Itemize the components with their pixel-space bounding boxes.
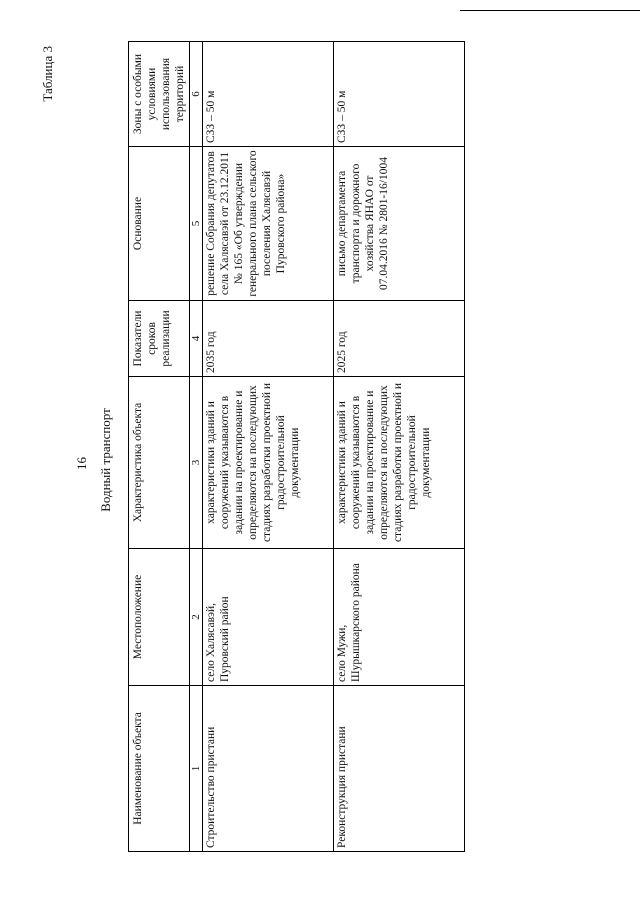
object-term: 2025 год: [334, 301, 465, 377]
water-transport-table: [128, 41, 465, 852]
object-name: Строительство пристани: [203, 686, 334, 852]
object-characteristic: характеристики зданий и сооружений указываются в задании на проектирование и определяются на последующих стадиях разработки проектной и градостроительной документации: [334, 377, 465, 549]
column-number: 5: [190, 147, 203, 301]
column-number: 2: [190, 549, 203, 686]
page-number: 16: [74, 457, 89, 470]
header-location: Местоположение: [129, 549, 190, 686]
object-basis: решение Собрания депутатов села Халясавэй от 23.12.2011 № 165 «Об утверждении генерального плана сельского поселения Халясавэй Пуровского района»: [203, 147, 334, 301]
column-number: 1: [190, 686, 203, 852]
column-number: 6: [190, 42, 203, 147]
top-rule: [460, 10, 640, 11]
rotated-page: [40, 40, 610, 880]
object-zone: СЗЗ – 50 м: [334, 42, 465, 147]
object-zone: СЗЗ – 50 м: [203, 42, 334, 147]
object-location: село Халясавэй, Пуровский район: [203, 549, 334, 686]
header-characteristic: Характеристика объекта: [129, 377, 190, 549]
header-term: Показатели сроков реализации: [129, 301, 190, 377]
header-name: Наименование объекта: [129, 686, 190, 852]
header-row: [129, 42, 190, 852]
column-number-row: [190, 42, 203, 852]
column-number: 3: [190, 377, 203, 549]
header-zone: Зоны с особыми условиями использования территорий: [129, 42, 190, 147]
object-location: село Мужи, Шурышкарского района: [334, 549, 465, 686]
header-basis: Основание: [129, 147, 190, 301]
object-characteristic: характеристики зданий и сооружений указываются в задании на проектирование и определяются на последующих стадиях разработки проектной и градостроительной документации: [203, 377, 334, 549]
table-row: [203, 42, 334, 852]
column-number: 4: [190, 301, 203, 377]
table-label: Таблица 3: [40, 46, 55, 102]
table-title: Водный транспорт: [98, 408, 113, 512]
table-row: [334, 42, 465, 852]
object-basis: письмо департамента транспорта и дорожного хозяйства ЯНАО от 07.04.2016 № 2801-16/1004: [334, 147, 465, 301]
object-name: Реконструкция пристани: [334, 686, 465, 852]
object-term: 2035 год: [203, 301, 334, 377]
